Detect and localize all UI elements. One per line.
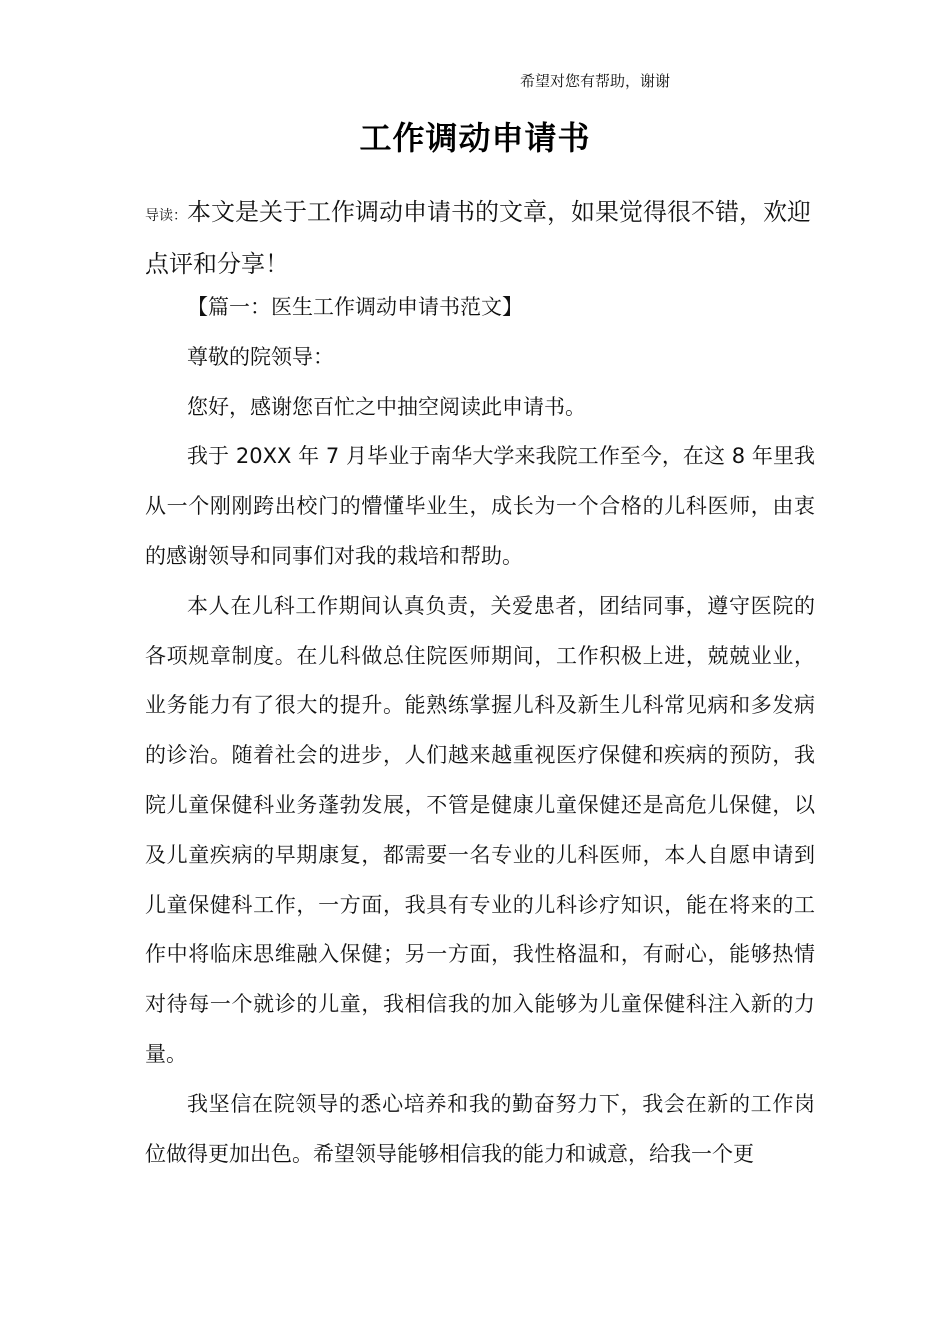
header-note: 希望对您有帮助，谢谢 (520, 72, 671, 90)
intro-label: 导读： (145, 208, 187, 224)
paragraph-reasons: 本人在儿科工作期间认真负责，关爱患者，团结同事，遵守医院的各项规章制度。在儿科做总住院医师期间，工作积极上进，兢兢业业，业务能力有了很大的提升。能熟练掌握儿科及新生儿科常见病和多发病的诊治。随着社会的进步，人们越来越重视医疗保健和疾病的预防，我院儿童保健科业务蓬勃发展，不管是健康儿童保健还是高危儿保健，以及儿童疾病的早期康复，都需要一名专业的儿科医师，本人自愿申请到儿童保健科工作，一方面，我具有专业的儿科诊疗知识，能在将来的工作中将临床思维融入保健；另一方面，我性格温和，有耐心，能够热情对待每一个就诊的儿童，我相信我的加入能够为儿童保健科注入新的力量。 (145, 593, 815, 1066)
document-title: 工作调动申请书 (359, 119, 591, 157)
paragraph-greeting: 您好，感谢您百忙之中抽空阅读此申请书。 (187, 394, 586, 419)
paragraph-closing: 我坚信在院领导的悉心培养和我的勤奋努力下，我会在新的工作岗位做得更加出色。希望领导能够相信我的能力和诚意，给我一个更 (145, 1091, 815, 1166)
salutation: 尊敬的院领导： (187, 344, 334, 369)
intro-text: 本文是关于工作调动申请书的文章，如果觉得很不错，欢迎点评和分享！ (145, 198, 811, 278)
document-body (145, 283, 815, 1179)
paragraph-background: 我于 20XX 年 7 月毕业于南华大学来我院工作至今，在这 8 年里我从一个刚刚跨出校门的懵懂毕业生，成长为一个合格的儿科医师，由衷的感谢领导和同事们对我的栽培和帮助。 (145, 444, 815, 568)
section-heading: 【篇一：医生工作调动申请书范文】 (187, 295, 523, 319)
intro-block (145, 188, 815, 288)
